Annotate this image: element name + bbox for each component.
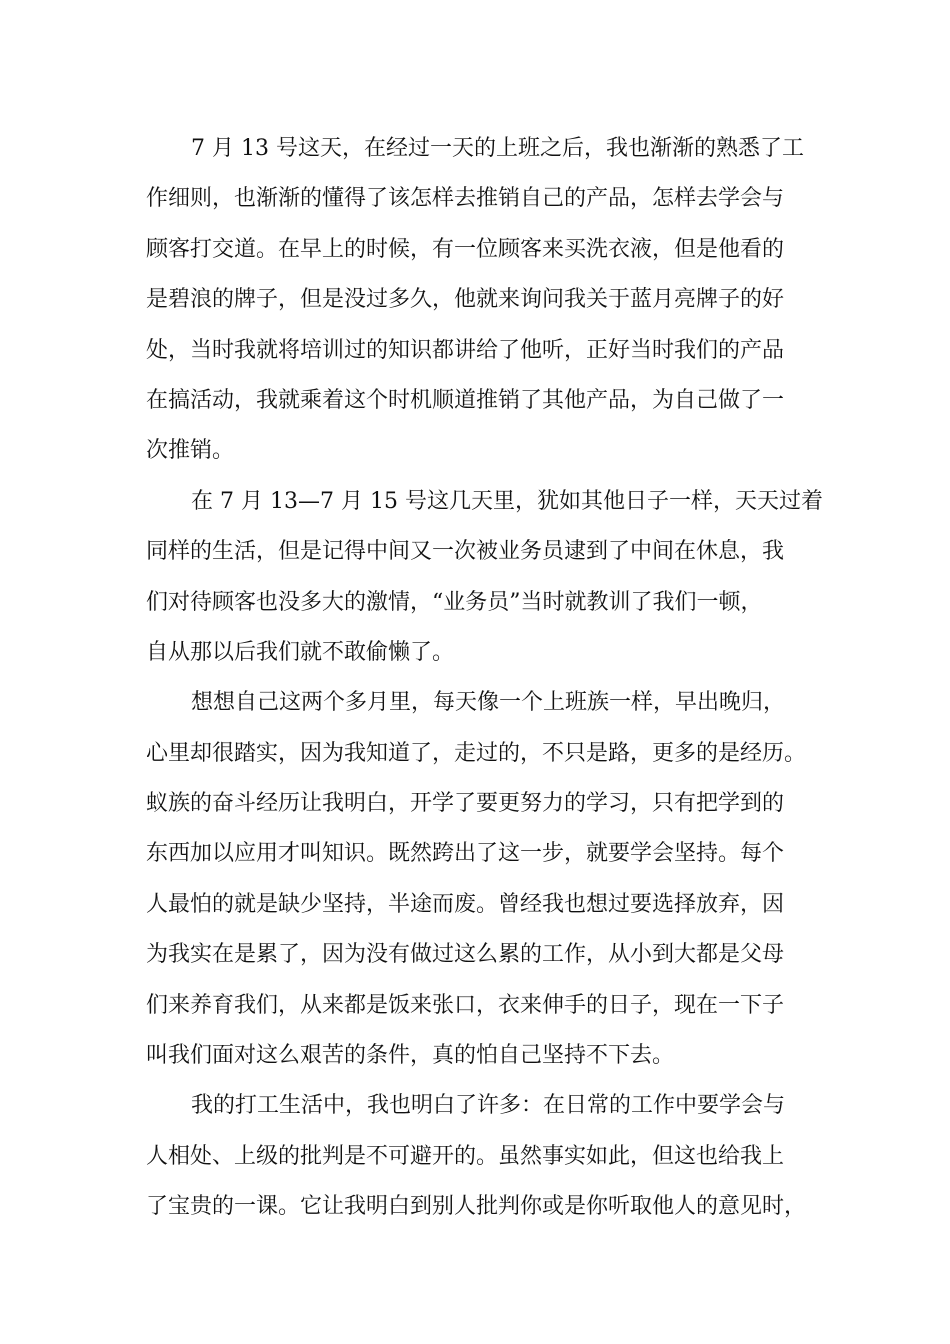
paragraph-1 — [146, 124, 826, 477]
text-line: 想想自己这两个多月里，每天像一个上班族一样，早出晚归， — [191, 690, 786, 716]
text-line: 了宝贵的一课。它让我明白到别人批判你或是你听取他人的意见时， — [146, 1194, 807, 1220]
text-line: 自从那以后我们就不敢偷懒了。 — [146, 639, 455, 665]
text-line: 心里却很踏实，因为我知道了，走过的，不只是路，更多的是经历。 — [146, 740, 807, 766]
text-line: 们来养育我们，从来都是饭来张口，衣来伸手的日子，现在一下子 — [146, 992, 785, 1018]
paragraph-4 — [146, 1081, 826, 1232]
text-line: 人相处、上级的批判是不可避开的。虽然事实如此，但这也给我上 — [146, 1143, 785, 1169]
text-line: 顾客打交道。在早上的时候，有一位顾客来买洗衣液，但是他看的 — [146, 236, 785, 262]
text-line: 我的打工生活中，我也明白了许多：在日常的工作中要学会与 — [191, 1093, 786, 1119]
text-line: 在 7 月 13—7 月 15 号这几天里，犹如其他日子一样，天天过着 — [191, 488, 823, 514]
document-page — [146, 124, 826, 1233]
paragraph-3 — [146, 678, 826, 1081]
paragraph-2 — [146, 477, 826, 679]
text-line: 作细则，也渐渐的懂得了该怎样去推销自己的产品，怎样去学会与 — [146, 186, 785, 212]
text-line: 东西加以应用才叫知识。既然跨出了这一步，就要学会坚持。每个 — [146, 841, 785, 867]
text-line: 人最怕的就是缺少坚持，半途而废。曾经我也想过要选择放弃，因 — [146, 891, 785, 917]
text-line: 在搞活动，我就乘着这个时机顺道推销了其他产品，为自己做了一 — [146, 387, 785, 413]
text-line: 叫我们面对这么艰苦的条件，真的怕自己坚持不下去。 — [146, 1043, 675, 1069]
text-line: 为我实在是累了，因为没有做过这么累的工作，从小到大都是父母 — [146, 942, 785, 968]
text-line: 蚁族的奋斗经历让我明白，开学了要更努力的学习，只有把学到的 — [146, 791, 785, 817]
text-line: 次推销。 — [146, 438, 235, 464]
text-line: 们对待顾客也没多大的激情，“业务员”当时就教训了我们一顿， — [146, 589, 763, 615]
text-line: 是碧浪的牌子，但是没过多久，他就来询问我关于蓝月亮牌子的好 — [146, 287, 785, 313]
text-line: 处，当时我就将培训过的知识都讲给了他听，正好当时我们的产品 — [146, 337, 785, 363]
text-line: 7 月 13 号这天，在经过一天的上班之后，我也渐渐的熟悉了工 — [191, 136, 804, 161]
text-line: 同样的生活，但是记得中间又一次被业务员逮到了中间在休息，我 — [146, 539, 785, 565]
